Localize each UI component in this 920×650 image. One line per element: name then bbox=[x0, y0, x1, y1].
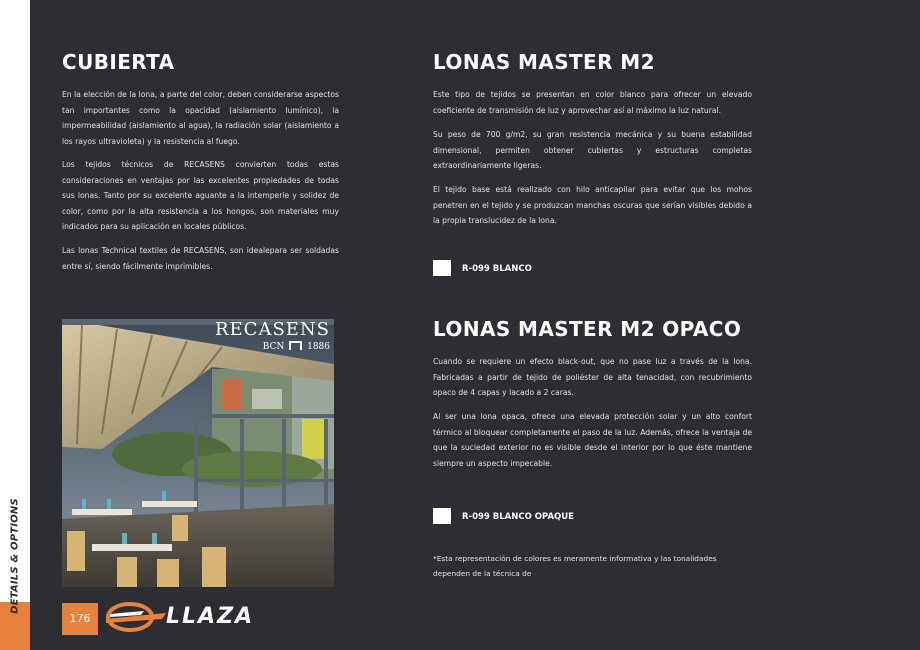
master-m2-paragraph-2: Su peso de 700 g/m2, su gran resistencia mecánica y su buena estabilidad dimensional, permiten obtener cubiertas y estructuras completas extraordinariamente ligeras. bbox=[433, 130, 752, 170]
cubierta-paragraph-2: Los tejidos técnicos de RECASENS convierten todas estas consideraciones en ventajas por las excelentes propiedades de todas sus lonas. Tanto por su excelente aguante a la intemperie y solidez de color, como por la alta resistencia a los hongos, son materiales muy indicados para su aplicación en locales públicos. bbox=[62, 160, 339, 231]
llaza-logo-text: LLAZA bbox=[166, 604, 255, 629]
cubierta-paragraph-1: En la elección de la lona, a parte del color, deben considerarse aspectos tan importantes como la opacidad (aislamiento lumínico), la impermeabilidad (aislamiento al agua), la radiación solar (aislamiento a los rayos ultravioleta) y la resistencia al fuego. bbox=[62, 90, 339, 146]
master-m2-opaco-title: LONAS MASTER M2 OPACO bbox=[433, 317, 742, 341]
master-m2-paragraph-3: El tejido base está realizado con hilo anticapilar para evitar que los mohos penetren en el tejido y se produzcan manchas oscuras que serían visibles debido a la propia translucidez de la lona. bbox=[433, 185, 752, 225]
swatch-label-blanco: R-099 BLANCO bbox=[462, 264, 532, 274]
swatch-label-blanco-opaque: R-099 BLANCO OPAQUE bbox=[462, 512, 574, 522]
cubierta-paragraph-3: Las lonas Technical textiles de RECASENS, son idealepara ser soldadas entre sí, siendo fácilmente imprimibles. bbox=[62, 246, 339, 271]
color-disclaimer-note: *Esta representación de colores es meramente informativa y las tonalidades dependen de la técnica de bbox=[433, 554, 717, 578]
page-number: 176 bbox=[69, 612, 91, 625]
master-m2-paragraph-1: Este tipo de tejidos se presentan en color blanco para ofrecer un elevado coeficiente de transmisión de luz y aprovechar así al máximo la luz natural. bbox=[433, 90, 752, 115]
photo-brand-sub bbox=[215, 341, 330, 352]
color-swatch-blanco-opaque bbox=[433, 508, 451, 524]
color-swatch-blanco bbox=[433, 260, 451, 276]
master-m2-opaco-paragraph-2: Al ser una lona opaca, ofrece una elevada protección solar y un alto confort térmico al bloquear completamente el paso de la luz. Además, ofrece la ventaja de que la suciedad exterior no es visible desde el interior por lo que éste mantiene siempre un aspecto impecable. bbox=[433, 412, 752, 468]
photo-brand-overlay bbox=[215, 319, 330, 352]
master-m2-title: LONAS MASTER M2 bbox=[433, 50, 655, 74]
cubierta-title: CUBIERTA bbox=[62, 50, 175, 74]
photo-brand: RECASENS bbox=[214, 319, 330, 340]
terrace-illustration bbox=[62, 319, 334, 587]
brand-gate-icon bbox=[289, 341, 302, 350]
master-m2-opaco-paragraph-1: Cuando se requiere un efecto black-out, que no pase luz a través de la lona. Fabricadas a partir de tejido de poliéster de alta tenacidad, con recubrimiento opaco de 4 capas y lacado a 2 caras. bbox=[433, 357, 752, 397]
terrace-photo bbox=[62, 319, 334, 587]
photo-brand-year: 1886 bbox=[307, 342, 330, 352]
llaza-logo bbox=[104, 598, 260, 636]
section-label: DETAILS & OPTIONS bbox=[9, 498, 21, 614]
photo-brand-city: BCN bbox=[262, 342, 285, 352]
